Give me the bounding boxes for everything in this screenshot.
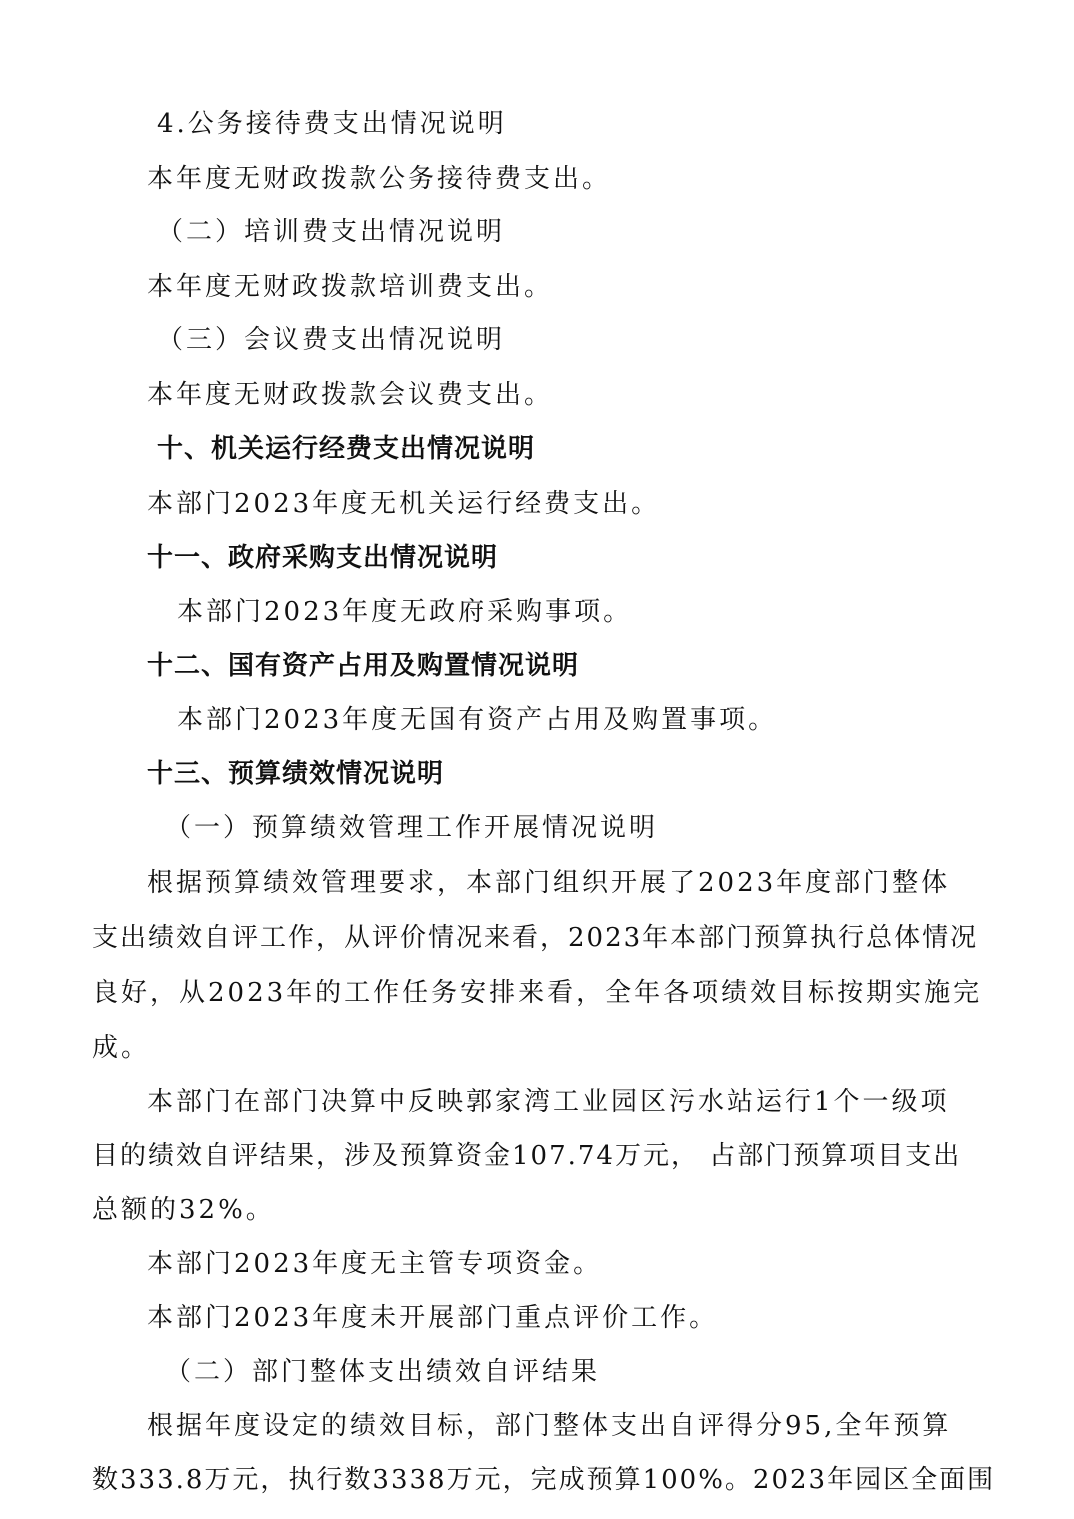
paragraph-line: 本部门2023年度无国有资产占用及购置事项。 — [177, 705, 778, 735]
paragraph-line: 良好，从2023年的工作任务安排来看，全年各项绩效目标按期实施完 — [92, 978, 983, 1008]
paragraph-line: 成。 — [92, 1033, 151, 1063]
paragraph-line: 本年度无财政拨款公务接待费支出。 — [147, 164, 612, 194]
subsection-heading-self-evaluation: （二）部门整体支出绩效自评结果 — [165, 1357, 601, 1387]
section-heading-13: 十三、预算绩效情况说明 — [147, 759, 445, 789]
paragraph-line: 支出绩效自评工作，从评价情况来看，2023年本部门预算执行总体情况 — [92, 923, 979, 953]
paragraph-line: 本年度无财政拨款会议费支出。 — [147, 380, 554, 410]
paragraph-line: 本部门2023年度未开展部门重点评价工作。 — [147, 1303, 719, 1333]
paragraph-line: 本部门在部门决算中反映郭家湾工业园区污水站运行1个一级项 — [147, 1087, 950, 1117]
subsection-heading-meeting: （三）会议费支出情况说明 — [157, 325, 506, 355]
paragraph-line: 本年度无财政拨款培训费支出。 — [147, 272, 554, 302]
paragraph-line: 本部门2023年度无主管专项资金。 — [147, 1249, 603, 1279]
paragraph-line: 目的绩效自评结果，涉及预算资金107.74万元， 占部门预算项目支出 — [92, 1141, 962, 1171]
paragraph-line: 根据预算绩效管理要求，本部门组织开展了2023年度部门整体 — [147, 868, 951, 898]
subsection-heading-reception: 4.公务接待费支出情况说明 — [157, 109, 507, 139]
section-heading-12: 十二、国有资产占用及购置情况说明 — [147, 651, 580, 681]
paragraph-line: 本部门2023年度无政府采购事项。 — [177, 597, 633, 627]
paragraph-line: 总额的32%。 — [92, 1195, 275, 1225]
subsection-heading-training: （二）培训费支出情况说明 — [157, 217, 506, 247]
paragraph-line: 根据年度设定的绩效目标，部门整体支出自评得分95,全年预算 — [147, 1411, 952, 1441]
paragraph-line: 本部门2023年度无机关运行经费支出。 — [147, 489, 661, 519]
paragraph-line: 数333.8万元，执行数3338万元，完成预算100%。2023年园区全面围 — [92, 1465, 996, 1495]
subsection-heading-performance-management: （一）预算绩效管理工作开展情况说明 — [165, 813, 659, 843]
section-heading-11: 十一、政府采购支出情况说明 — [147, 543, 499, 573]
section-heading-10: 十、机关运行经费支出情况说明 — [157, 434, 536, 464]
